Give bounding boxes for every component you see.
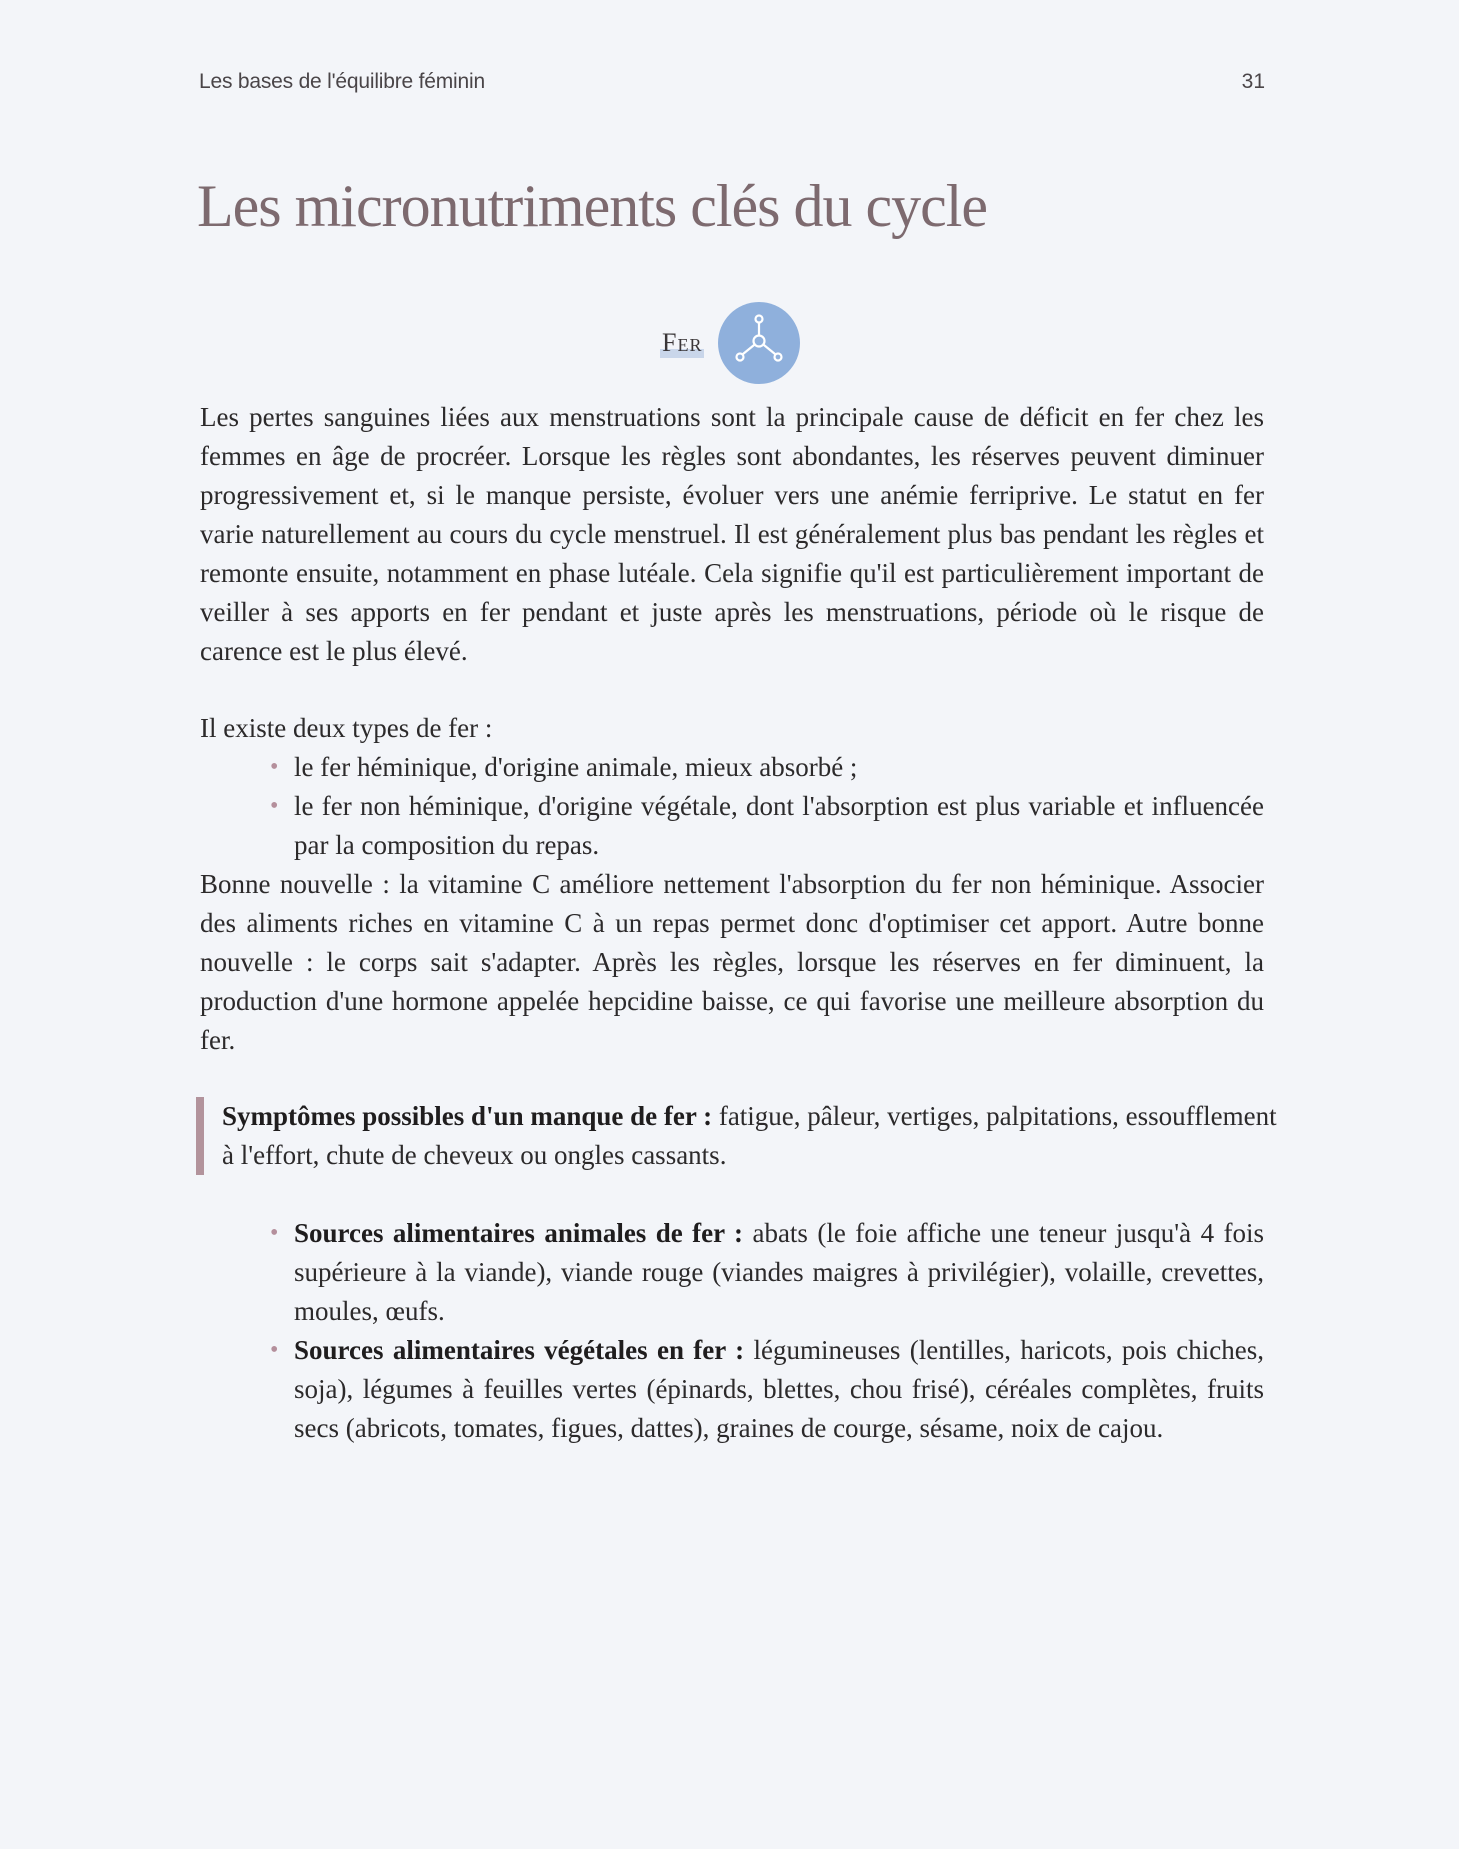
paragraph-text: Les pertes sanguines liées aux menstruations sont la principale cause de déficit en fer chez les femmes en âge de procréer. Lorsque les règles sont abondantes, les réserves peuvent diminuer progressivement et, si le manque persiste, évoluer vers une anémie ferriprive. Le statut en fer varie naturellement au cours du cycle menstruel. Il est généralement plus bas pendant les règles et remonte ensuite, notamment en phase lutéale. Cela signifie qu'il est particulièrement important de veiller à ses apports en fer pendant et juste après les menstruations, période où le risque de carence est le plus élevé. [200,402,1264,666]
source-text: légumineuses (lentilles, haricots, pois chiches, soja), légumes à feuilles vertes (épinards, blettes, chou frisé), céréales complètes, fruits secs (abricots, tomates, figues, dattes), graines de courge, sésame, noix de cajou. [294,1335,1264,1443]
intro-paragraph [200,398,1264,671]
food-sources [200,1214,1264,1448]
iron-types-section [200,709,1264,1060]
vitamin-c-paragraph: Bonne nouvelle : la vitamine C améliore nettement l'absorption du fer non héminique. Associer des aliments riches en vitamine C à un repas permet donc d'optimiser cet apport. Autre bonne nouvelle : le corps sait s'adapter. Après les règles, lorsque les réserves en fer diminuent, la production d'une hormone appelée hepcidine baisse, ce qui favorise une meilleure absorption du fer. [200,869,1264,1055]
types-intro: Il existe deux types de fer : [200,713,493,743]
list-item [200,1331,1264,1448]
types-list [200,748,1264,865]
list-item: • le fer non héminique, d'origine végétale, dont l'absorption est plus variable et influencée par la composition du repas. [200,787,1264,865]
callout-label: Symptômes possibles d'un manque de fer : [222,1101,713,1131]
page-number: 31 [1241,70,1265,93]
section-label: Fer [662,328,703,357]
symptoms-callout [196,1097,1290,1175]
running-header-title: Les bases de l'équilibre féminin [199,70,485,93]
list-item: • le fer héminique, d'origine animale, mieux absorbé ; [200,748,1264,787]
sources-list [200,1214,1264,1448]
chapter-title: Les micronutriments clés du cycle [197,173,988,239]
source-text: abats (le foie affiche une teneur jusqu'à 4 fois supérieure à la viande), viande rouge (viandes maigres à privilégier), volaille, crevettes, moules, œufs. [294,1218,1264,1326]
callout-text: fatigue, pâleur, vertiges, palpitations, essoufflement à l'effort, chute de cheveux ou ongles cassants. [222,1101,1277,1170]
list-item [200,1214,1264,1331]
running-header [199,70,1265,94]
source-label: Sources alimentaires animales de fer : [294,1218,744,1248]
section-heading [660,302,800,384]
molecule-icon [718,302,800,384]
source-label: Sources alimentaires végétales en fer : [294,1335,745,1365]
